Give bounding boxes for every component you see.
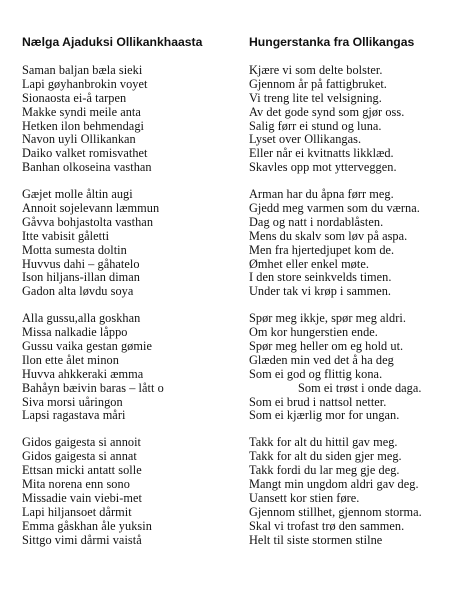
poem-line: Banhan olkoseina vasthan bbox=[22, 160, 152, 175]
poem-line: Annoit sojelevann læmmun bbox=[22, 201, 160, 216]
poem-line: Som ei trøst i onde daga. bbox=[298, 380, 422, 395]
poem-line: Gæjet molle åltin augi bbox=[22, 187, 133, 202]
poem-line: Takk for alt du siden gjer meg. bbox=[249, 449, 402, 464]
poem-line: Mita norena enn sono bbox=[22, 477, 130, 492]
poem-line: Ilon ette ålet minon bbox=[22, 352, 119, 367]
poem-line: Siva morsi uåringon bbox=[22, 394, 123, 409]
right-stanza-3 bbox=[249, 312, 449, 423]
left-stanza-1 bbox=[22, 64, 227, 175]
poem-line: Arman har du åpna førr meg. bbox=[249, 187, 394, 202]
norwegian-poem-column bbox=[249, 34, 449, 561]
poem-line: Av det gode synd som gjør oss. bbox=[249, 104, 405, 119]
poem-line: Men fra hjertedjupet kom de. bbox=[249, 242, 395, 257]
poem-line: Skal vi trofast trø den sammen. bbox=[249, 518, 405, 533]
poem-line: Vi treng lite tel velsigning. bbox=[249, 90, 382, 105]
poem-line: Helt til siste stormen stilne bbox=[249, 532, 383, 547]
poem-line: Mangt min ungdom aldri gav deg. bbox=[249, 477, 419, 492]
right-stanza-1 bbox=[249, 64, 449, 175]
poem-line: Ison hiljans-illan diman bbox=[22, 270, 141, 285]
poem-line: Huvvus dahi – gåhatelo bbox=[22, 256, 140, 271]
poem-line: Navon uyli Ollikankan bbox=[22, 132, 136, 147]
poem-line: Eller når ei kvitnatts likklæd. bbox=[249, 146, 394, 161]
poem-line: I den store seinkvelds timen. bbox=[249, 270, 392, 285]
poem-line: Motta sumesta doltin bbox=[22, 242, 127, 257]
poem-line: Bahåyn bæivin baras – lått o bbox=[22, 380, 164, 395]
poem-line: Gidos gaigesta si annoit bbox=[22, 435, 142, 450]
poem-line: Emma gåskhan åle yuksin bbox=[22, 518, 152, 533]
poem-line: Salig førr ei stund og luna. bbox=[249, 118, 382, 133]
poem-line: Alla gussu,alla goskhan bbox=[22, 311, 141, 326]
poem-line: Itte vabisit gåletti bbox=[22, 228, 110, 243]
poem-line: Ettsan micki antatt solle bbox=[22, 463, 142, 478]
poem-line: Uansett kor stien føre. bbox=[249, 490, 360, 505]
poem-line: Som ei kjærlig mor for ungan. bbox=[249, 408, 400, 423]
poem-line: Saman baljan bæla sieki bbox=[22, 63, 143, 77]
left-stanza-2 bbox=[22, 188, 227, 299]
poem-line: Spør meg ikkje, spør meg aldri. bbox=[249, 311, 406, 326]
poem-line: Lyset over Ollikangas. bbox=[249, 132, 362, 147]
poem-line: Sionaosta ei-å tarpen bbox=[22, 90, 127, 105]
poem-line: Huvva ahkkeraki æmma bbox=[22, 366, 144, 381]
poem-line: Gussu vaika gestan gømie bbox=[22, 339, 152, 354]
poem-line: Takk for alt du hittil gav meg. bbox=[249, 435, 398, 450]
poem-line: Takk fordi du lar meg gje deg. bbox=[249, 463, 400, 478]
poem-line: Gjedd meg varmen som du værna. bbox=[249, 201, 420, 216]
poem-line: Glæden min ved det å ha deg bbox=[249, 352, 394, 367]
poem-line: Dag og natt i nordablåsten. bbox=[249, 214, 384, 229]
poem-line: Missa nalkadie låppo bbox=[22, 325, 128, 340]
right-stanza-4 bbox=[249, 436, 449, 547]
left-stanza-4 bbox=[22, 436, 227, 547]
poem-line: Spør meg heller om eg hold ut. bbox=[249, 339, 404, 354]
left-stanza-3 bbox=[22, 312, 227, 423]
poem-line: Lapi hiljansoet dårmit bbox=[22, 504, 132, 519]
poem-line: Missadie vain viebi-met bbox=[22, 490, 142, 505]
norwegian-poem-title: Hungerstanka fra Ollikangas bbox=[249, 35, 415, 49]
poem-line: Om kor hungerstien ende. bbox=[249, 325, 378, 340]
poem-line: Sittgo vimi dårmi vaistå bbox=[22, 532, 142, 547]
poem-line: Skavles opp mot ytterveggen. bbox=[249, 160, 397, 175]
right-stanza-2 bbox=[249, 188, 449, 299]
poem-line: Ømhet eller enkel møte. bbox=[249, 256, 369, 271]
poem-line: Gadon alta løvdu soya bbox=[22, 284, 134, 299]
poem-line: Lapsi ragastava måri bbox=[22, 408, 126, 423]
poem-line: Lapi gøyhanbrokin voyet bbox=[22, 76, 148, 91]
sami-poem-title: Nælga Ajaduksi Ollikankhaasta bbox=[22, 35, 203, 49]
poem-line: Gjennom stillhet, gjennom storma. bbox=[249, 504, 422, 519]
poem-line: Gidos gaigesta si annat bbox=[22, 449, 137, 464]
sami-poem-column bbox=[22, 34, 227, 561]
poem-line: Kjære vi som delte bolster. bbox=[249, 63, 383, 77]
poem-line: Makke syndi meile anta bbox=[22, 104, 141, 119]
poem-line: Mens du skalv som løv på aspa. bbox=[249, 228, 408, 243]
poem-line: Gjennom år på fattigbruket. bbox=[249, 76, 387, 91]
poem-line: Hetken ilon behmendagi bbox=[22, 118, 144, 133]
poem-line: Gåvva bohjastolta vasthan bbox=[22, 214, 154, 229]
poem-line: Som ei god og flittig kona. bbox=[249, 366, 383, 381]
poem-line: Som ei brud i nattsol netter. bbox=[249, 394, 387, 409]
poem-line: Under tak vi krøp i sammen. bbox=[249, 284, 392, 299]
poem-line: Daiko valket romisvathet bbox=[22, 146, 148, 161]
